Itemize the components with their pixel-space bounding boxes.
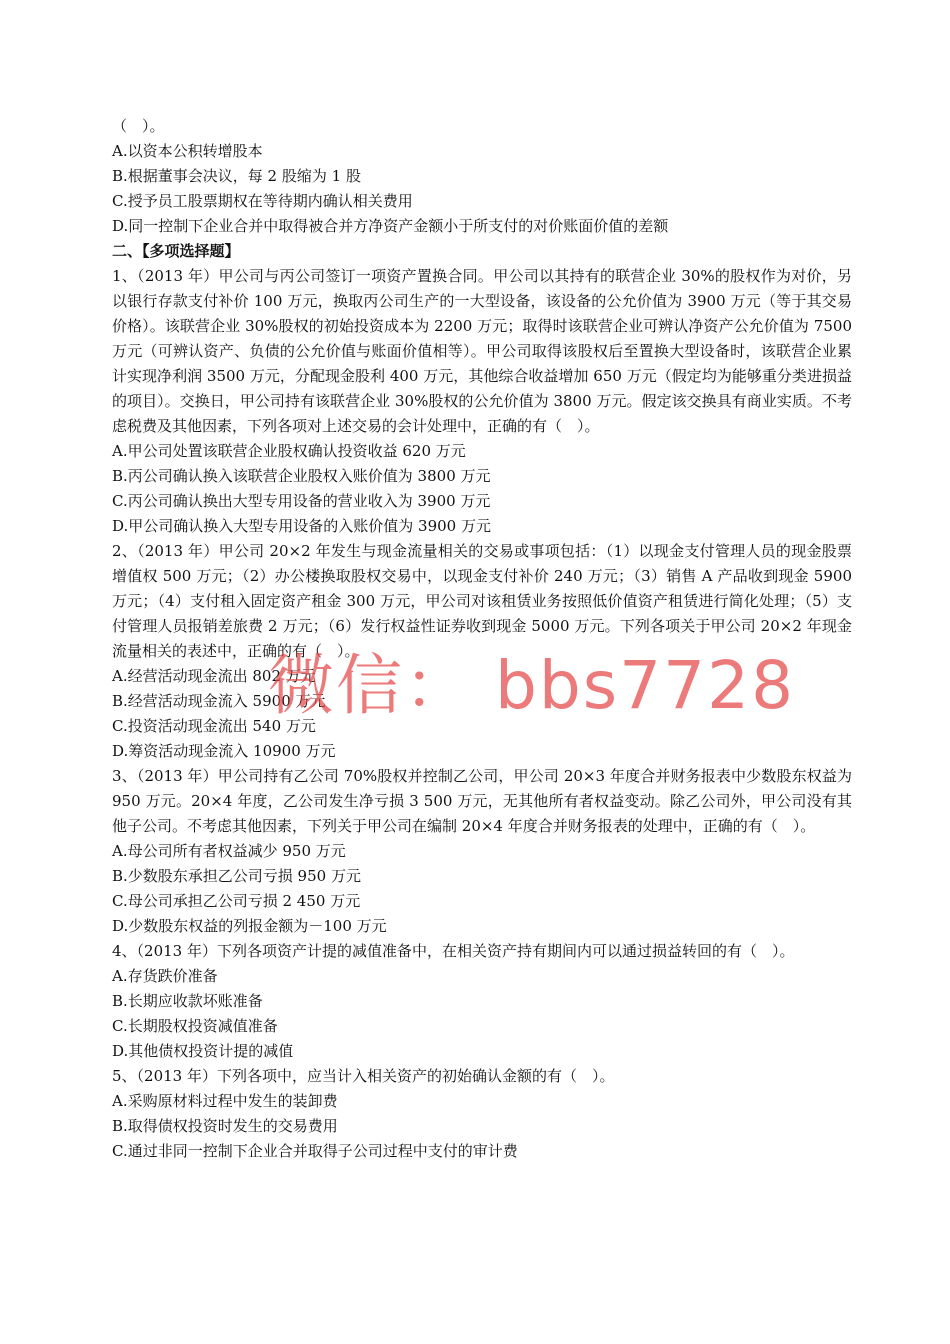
question-3-text: 3、（2013 年）甲公司持有乙公司 70%股权并控制乙公司，甲公司 20×3 年度合并财务报表中少数股东权益为 950 万元。20×4 年度，乙公司发生净亏损 3 500 万元，无其他所有者权益变动。除乙公司外，甲公司没有其他子公司。不考虑其他因素，下列关于甲公司在编制 20×4 年度合并财务报表的处理中，正确的有（ ）。 — [112, 767, 852, 835]
document-page — [112, 114, 852, 1164]
section-heading: 二、【多项选择题】 — [112, 242, 240, 260]
question-2-option-a: A.经营活动现金流出 802 万元 — [112, 667, 316, 685]
question-4-option-d: D.其他债权投资计提的减值 — [112, 1042, 294, 1060]
question-1-option-d: D.甲公司确认换入大型专用设备的入账价值为 3900 万元 — [112, 517, 491, 535]
question-2-text: 2、（2013 年）甲公司 20×2 年发生与现金流量相关的交易或事项包括：（1）以现金支付管理人员的现金股票增值权 500 万元；（2）办公楼换取股权交易中，以现金支付补价 240 万元；（3）销售 A 产品收到现金 5900 万元；（4）支付租入固定资产租金 300 万元，甲公司对该租赁业务按照低价值资产租赁进行简化处理；（5）支付管理人员报销差旅费 2 万元；（6）发行权益性证券收到现金 5000 万元。下列各项关于甲公司 20×2 年现金流量相关的表述中，正确的有（ ）。 — [112, 542, 852, 660]
question-4-text: 4、（2013 年）下列各项资产计提的减值准备中，在相关资产持有期间内可以通过损益转回的有（ ）。 — [112, 942, 795, 960]
option-b: B.根据董事会决议，每 2 股缩为 1 股 — [112, 167, 361, 185]
question-2-option-d: D.筹资活动现金流入 10900 万元 — [112, 742, 336, 760]
question-blank: （ ）。 — [112, 117, 165, 135]
question-4-option-a: A.存货跌价准备 — [112, 967, 218, 985]
question-3-option-c: C.母公司承担乙公司亏损 2 450 万元 — [112, 892, 361, 910]
option-a: A.以资本公积转增股本 — [112, 142, 263, 160]
option-d: D.同一控制下企业合并中取得被合并方净资产金额小于所支付的对价账面价值的差额 — [112, 217, 669, 235]
question-1-option-c: C.丙公司确认换出大型专用设备的营业收入为 3900 万元 — [112, 492, 491, 510]
question-3-option-a: A.母公司所有者权益减少 950 万元 — [112, 842, 346, 860]
option-c: C.授予员工股票期权在等待期内确认相关费用 — [112, 192, 413, 210]
question-5-text: 5、（2013 年）下列各项中，应当计入相关资产的初始确认金额的有（ ）。 — [112, 1067, 615, 1085]
question-5-option-c: C.通过非同一控制下企业合并取得子公司过程中支付的审计费 — [112, 1142, 518, 1160]
question-5-option-a: A.采购原材料过程中发生的装卸费 — [112, 1092, 338, 1110]
question-3-option-b: B.少数股东承担乙公司亏损 950 万元 — [112, 867, 361, 885]
question-4-option-b: B.长期应收款坏账准备 — [112, 992, 263, 1010]
question-3-option-d: D.少数股东权益的列报金额为－100 万元 — [112, 917, 387, 935]
question-1-option-b: B.丙公司确认换入该联营企业股权入账价值为 3800 万元 — [112, 467, 491, 485]
question-2-option-c: C.投资活动现金流出 540 万元 — [112, 717, 316, 735]
question-4-option-c: C.长期股权投资减值准备 — [112, 1017, 278, 1035]
question-2-option-b: B.经营活动现金流入 5900 万元 — [112, 692, 326, 710]
question-1-text: 1、（2013 年）甲公司与丙公司签订一项资产置换合同。甲公司以其持有的联营企业 30%的股权作为对价，另以银行存款支付补价 100 万元，换取丙公司生产的一大型设备，该设备的公允价值为 3900 万元（等于其交易价格）。该联营企业 30%股权的初始投资成本为 2200 万元；取得时该联营企业可辨认净资产公允价值为 7500 万元（可辨认资产、负债的公允价值与账面价值相等）。甲公司取得该股权后至置换大型设备时，该联营企业累计实现净利润 3500 万元，分配现金股利 400 万元，其他综合收益增加 650 万元（假定均为能够重分类进损益的项目）。交换日，甲公司持有该联营企业 30%股权的公允价值为 3800 万元。假定该交换具有商业实质。不考虑税费及其他因素，下列各项对上述交易的会计处理中，正确的有（ ）。 — [112, 267, 852, 435]
watermark-text: 微信： bbs7728 — [268, 647, 796, 724]
question-5-option-b: B.取得债权投资时发生的交易费用 — [112, 1117, 338, 1135]
question-1-option-a: A.甲公司处置该联营企业股权确认投资收益 620 万元 — [112, 442, 466, 460]
